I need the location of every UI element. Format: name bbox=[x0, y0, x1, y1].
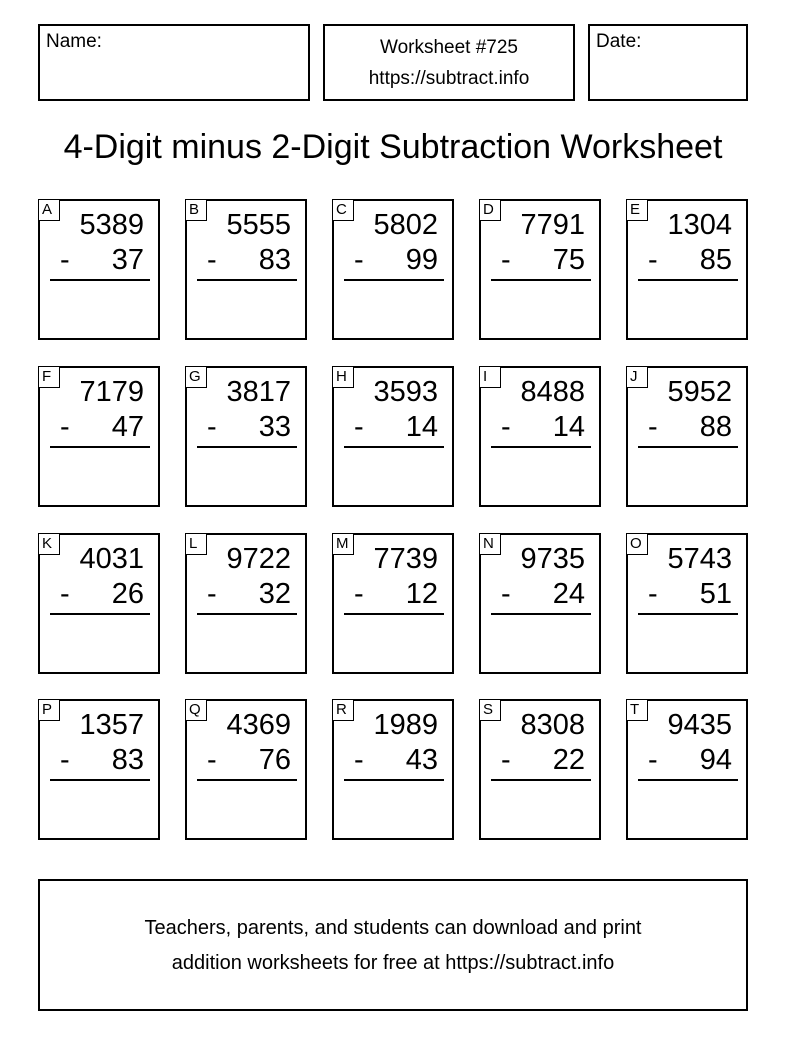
problem-m[interactable] bbox=[332, 533, 454, 674]
minus-sign: - bbox=[60, 244, 70, 276]
problem-h[interactable] bbox=[332, 366, 454, 507]
minus-sign: - bbox=[354, 744, 364, 776]
minuend: 5743 bbox=[667, 543, 732, 575]
minuend: 5389 bbox=[79, 209, 144, 241]
worksheet-info-box bbox=[323, 24, 575, 101]
problem-letter: S bbox=[479, 699, 501, 721]
problem-letter: I bbox=[479, 366, 501, 388]
minus-sign: - bbox=[60, 411, 70, 443]
problem-letter: P bbox=[38, 699, 60, 721]
answer-line bbox=[344, 779, 444, 781]
answer-line bbox=[344, 446, 444, 448]
name-field-box[interactable] bbox=[38, 24, 310, 101]
problem-letter: T bbox=[626, 699, 648, 721]
problem-q[interactable] bbox=[185, 699, 307, 840]
problem-letter: L bbox=[185, 533, 207, 555]
answer-line bbox=[638, 446, 738, 448]
minuend: 5952 bbox=[667, 376, 732, 408]
problem-b[interactable] bbox=[185, 199, 307, 340]
minuend: 9722 bbox=[226, 543, 291, 575]
problem-e[interactable] bbox=[626, 199, 748, 340]
subtrahend: 33 bbox=[258, 411, 291, 443]
minus-sign: - bbox=[207, 744, 217, 776]
page-title: 4-Digit minus 2-Digit Subtraction Worksheet bbox=[63, 128, 723, 166]
problem-letter: C bbox=[332, 199, 354, 221]
minus-sign: - bbox=[648, 244, 658, 276]
problem-letter: G bbox=[185, 366, 207, 388]
subtrahend: 83 bbox=[258, 244, 291, 276]
problem-letter: H bbox=[332, 366, 354, 388]
subtrahend: 99 bbox=[405, 244, 438, 276]
problem-letter: R bbox=[332, 699, 354, 721]
subtrahend: 24 bbox=[552, 578, 585, 610]
minus-sign: - bbox=[207, 578, 217, 610]
subtrahend: 85 bbox=[699, 244, 732, 276]
minuend: 4031 bbox=[79, 543, 144, 575]
minus-sign: - bbox=[648, 411, 658, 443]
minuend: 7179 bbox=[79, 376, 144, 408]
footer-box bbox=[38, 879, 748, 1011]
minuend: 9735 bbox=[520, 543, 585, 575]
subtrahend: 14 bbox=[405, 411, 438, 443]
problem-j[interactable] bbox=[626, 366, 748, 507]
problem-f[interactable] bbox=[38, 366, 160, 507]
minuend: 4369 bbox=[226, 709, 291, 741]
problem-letter: D bbox=[479, 199, 501, 221]
subtrahend: 14 bbox=[552, 411, 585, 443]
answer-line bbox=[50, 613, 150, 615]
answer-line bbox=[491, 613, 591, 615]
footer-line-2: addition worksheets for free at https://subtract.info bbox=[171, 952, 615, 974]
answer-line bbox=[50, 279, 150, 281]
minus-sign: - bbox=[501, 744, 511, 776]
minus-sign: - bbox=[501, 411, 511, 443]
subtrahend: 22 bbox=[552, 744, 585, 776]
answer-line bbox=[491, 446, 591, 448]
problem-r[interactable] bbox=[332, 699, 454, 840]
problem-k[interactable] bbox=[38, 533, 160, 674]
minuend: 8308 bbox=[520, 709, 585, 741]
subtrahend: 37 bbox=[111, 244, 144, 276]
answer-line bbox=[50, 446, 150, 448]
problem-l[interactable] bbox=[185, 533, 307, 674]
subtrahend: 32 bbox=[258, 578, 291, 610]
worksheet-url: https://subtract.info bbox=[368, 68, 530, 89]
problem-t[interactable] bbox=[626, 699, 748, 840]
answer-line bbox=[197, 779, 297, 781]
problem-p[interactable] bbox=[38, 699, 160, 840]
problem-letter: A bbox=[38, 199, 60, 221]
problem-letter: F bbox=[38, 366, 60, 388]
subtrahend: 76 bbox=[258, 744, 291, 776]
problem-letter: K bbox=[38, 533, 60, 555]
answer-line bbox=[344, 613, 444, 615]
answer-line bbox=[638, 779, 738, 781]
minus-sign: - bbox=[354, 411, 364, 443]
minus-sign: - bbox=[207, 411, 217, 443]
minus-sign: - bbox=[354, 578, 364, 610]
minus-sign: - bbox=[354, 244, 364, 276]
problem-letter: M bbox=[332, 533, 354, 555]
problem-letter: J bbox=[626, 366, 648, 388]
minuend: 7739 bbox=[373, 543, 438, 575]
minus-sign: - bbox=[207, 244, 217, 276]
answer-line bbox=[491, 279, 591, 281]
answer-line bbox=[197, 279, 297, 281]
problem-letter: E bbox=[626, 199, 648, 221]
problem-a[interactable] bbox=[38, 199, 160, 340]
date-label: Date: bbox=[596, 31, 642, 52]
problem-s[interactable] bbox=[479, 699, 601, 840]
date-field-box[interactable] bbox=[588, 24, 748, 101]
subtrahend: 47 bbox=[111, 411, 144, 443]
subtrahend: 51 bbox=[699, 578, 732, 610]
problem-g[interactable] bbox=[185, 366, 307, 507]
subtrahend: 83 bbox=[111, 744, 144, 776]
name-label: Name: bbox=[46, 31, 102, 52]
minus-sign: - bbox=[60, 744, 70, 776]
answer-line bbox=[638, 613, 738, 615]
answer-line bbox=[344, 279, 444, 281]
minus-sign: - bbox=[501, 578, 511, 610]
answer-line bbox=[197, 446, 297, 448]
minus-sign: - bbox=[60, 578, 70, 610]
answer-line bbox=[638, 279, 738, 281]
problem-c[interactable] bbox=[332, 199, 454, 340]
minuend: 7791 bbox=[520, 209, 585, 241]
minuend: 3817 bbox=[226, 376, 291, 408]
minuend: 5555 bbox=[226, 209, 291, 241]
minuend: 8488 bbox=[520, 376, 585, 408]
problem-letter: N bbox=[479, 533, 501, 555]
worksheet-number: Worksheet #725 bbox=[379, 37, 518, 58]
minuend: 3593 bbox=[373, 376, 438, 408]
subtrahend: 12 bbox=[405, 578, 438, 610]
minuend: 1989 bbox=[373, 709, 438, 741]
problem-letter: B bbox=[185, 199, 207, 221]
answer-line bbox=[491, 779, 591, 781]
problem-i[interactable] bbox=[479, 366, 601, 507]
minuend: 1357 bbox=[79, 709, 144, 741]
answer-line bbox=[50, 779, 150, 781]
subtrahend: 94 bbox=[699, 744, 732, 776]
problem-d[interactable] bbox=[479, 199, 601, 340]
problem-o[interactable] bbox=[626, 533, 748, 674]
minus-sign: - bbox=[648, 578, 658, 610]
minus-sign: - bbox=[501, 244, 511, 276]
minuend: 5802 bbox=[373, 209, 438, 241]
answer-line bbox=[197, 613, 297, 615]
footer-line-1: Teachers, parents, and students can download and print bbox=[144, 917, 642, 939]
minuend: 9435 bbox=[667, 709, 732, 741]
minuend: 1304 bbox=[667, 209, 732, 241]
subtrahend: 43 bbox=[405, 744, 438, 776]
problem-letter: O bbox=[626, 533, 648, 555]
minus-sign: - bbox=[648, 744, 658, 776]
subtrahend: 75 bbox=[552, 244, 585, 276]
problem-n[interactable] bbox=[479, 533, 601, 674]
subtrahend: 26 bbox=[111, 578, 144, 610]
problem-letter: Q bbox=[185, 699, 207, 721]
subtrahend: 88 bbox=[699, 411, 732, 443]
